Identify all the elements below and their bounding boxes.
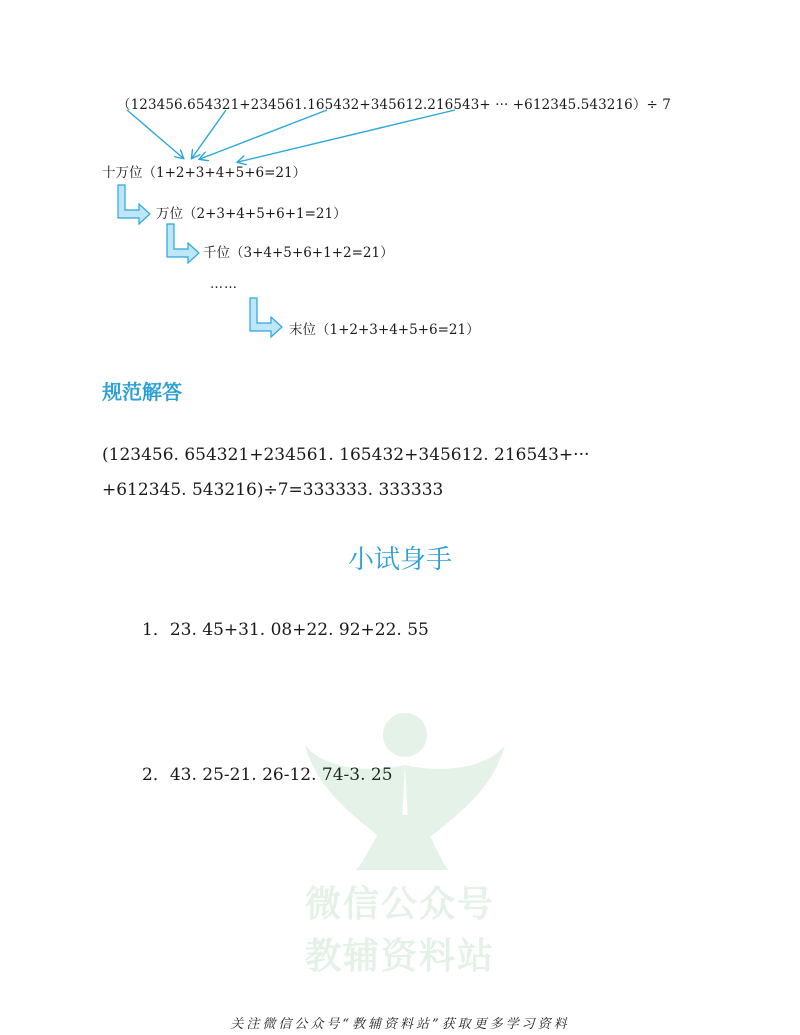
sum-expression: （123456.654321+234561.165432+345612.216543+ ··· +612345.543216）÷ 7 [117,97,671,113]
bent-arrow-3 [250,298,282,337]
bent-arrow-2 [167,224,199,263]
problem-1: 1．23. 45+31. 08+22. 92+22. 55 [142,620,429,640]
footer-note: 关注微信公众号“教辅资料站”获取更多学习资料 [230,1017,570,1032]
arrow-1 [127,110,183,158]
practice-heading: 小试身手 [347,545,452,575]
watermark-text-1: 微信公众号 [304,884,495,925]
ellipsis: …… [210,277,238,292]
answer-heading: 规范解答 [102,380,182,404]
row-thousands: 千位（3+4+5+6+1+2=21） [203,245,394,261]
bent-arrow-1 [118,185,150,224]
arrow-3 [200,110,327,159]
row-ten-thousands: 万位（2+3+4+5+6+1=21） [156,206,347,222]
row-hundred-thousands: 十万位（1+2+3+4+5+6=21） [102,165,307,181]
problem-2: 2．43. 25-21. 26-12. 74-3. 25 [142,765,393,785]
watermark-text-2: 教辅资料站 [304,936,495,977]
answer-line-2: +612345. 543216)÷7=333333. 333333 [102,480,444,500]
row-last-digit: 末位（1+2+3+4+5+6=21） [289,322,480,338]
arrow-4 [238,110,455,162]
answer-line-1: (123456. 654321+234561. 165432+345612. 216543+··· [102,445,590,465]
